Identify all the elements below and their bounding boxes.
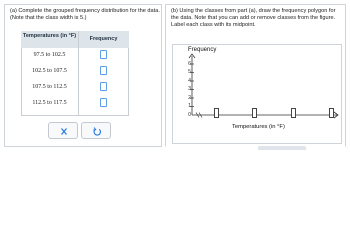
y-tick-4: 4	[188, 77, 191, 84]
frequency-input-1[interactable]	[100, 50, 107, 59]
y-tick-2: 2	[188, 94, 191, 101]
class-label-4: 112.5 to 117.5	[32, 100, 67, 106]
y-tick-3: 3	[188, 86, 191, 92]
class-label-1: 97.5 to 102.5	[33, 52, 66, 58]
x-icon	[49, 123, 79, 140]
clear-button[interactable]	[48, 122, 78, 139]
class-label-2: 102.5 to 107.5	[32, 68, 67, 74]
class-label-3: 107.5 to 112.5	[32, 84, 67, 90]
y-tick-6: 6	[188, 60, 191, 67]
part-a-prompt: (a) Complete the grouped frequency distribution for the data. (Note that the class width is 5.)	[10, 8, 160, 21]
y-tick-1: 1	[188, 103, 191, 109]
column-divider	[78, 31, 79, 116]
class-handle-3[interactable]	[291, 108, 296, 118]
frequency-input-3[interactable]	[100, 82, 107, 91]
part-b-prompt: (b) Using the classes from part (a), draw the frequency polygon for the data. Note that you can add or remove classes from the figure. Label each class with its midpoint.	[171, 8, 336, 28]
class-handle-2[interactable]	[252, 108, 257, 118]
frequency-input-4[interactable]	[100, 98, 107, 107]
frequency-input-2[interactable]	[100, 66, 107, 75]
y-tick-5: 5	[188, 69, 191, 75]
class-handle-4[interactable]	[329, 108, 334, 118]
header-temperatures: Temperatures (in °F)	[21, 31, 78, 48]
y-tick-0: 0	[188, 111, 191, 118]
graph-y-axis-title: Frequency	[188, 47, 217, 53]
undo-button[interactable]	[81, 122, 111, 139]
header-frequency: Frequency	[78, 31, 129, 48]
class-handle-1[interactable]	[214, 108, 219, 118]
undo-icon	[82, 123, 112, 140]
submit-button-edge[interactable]	[258, 146, 306, 150]
graph-x-axis-title: Temperatures (in °F)	[232, 124, 285, 130]
